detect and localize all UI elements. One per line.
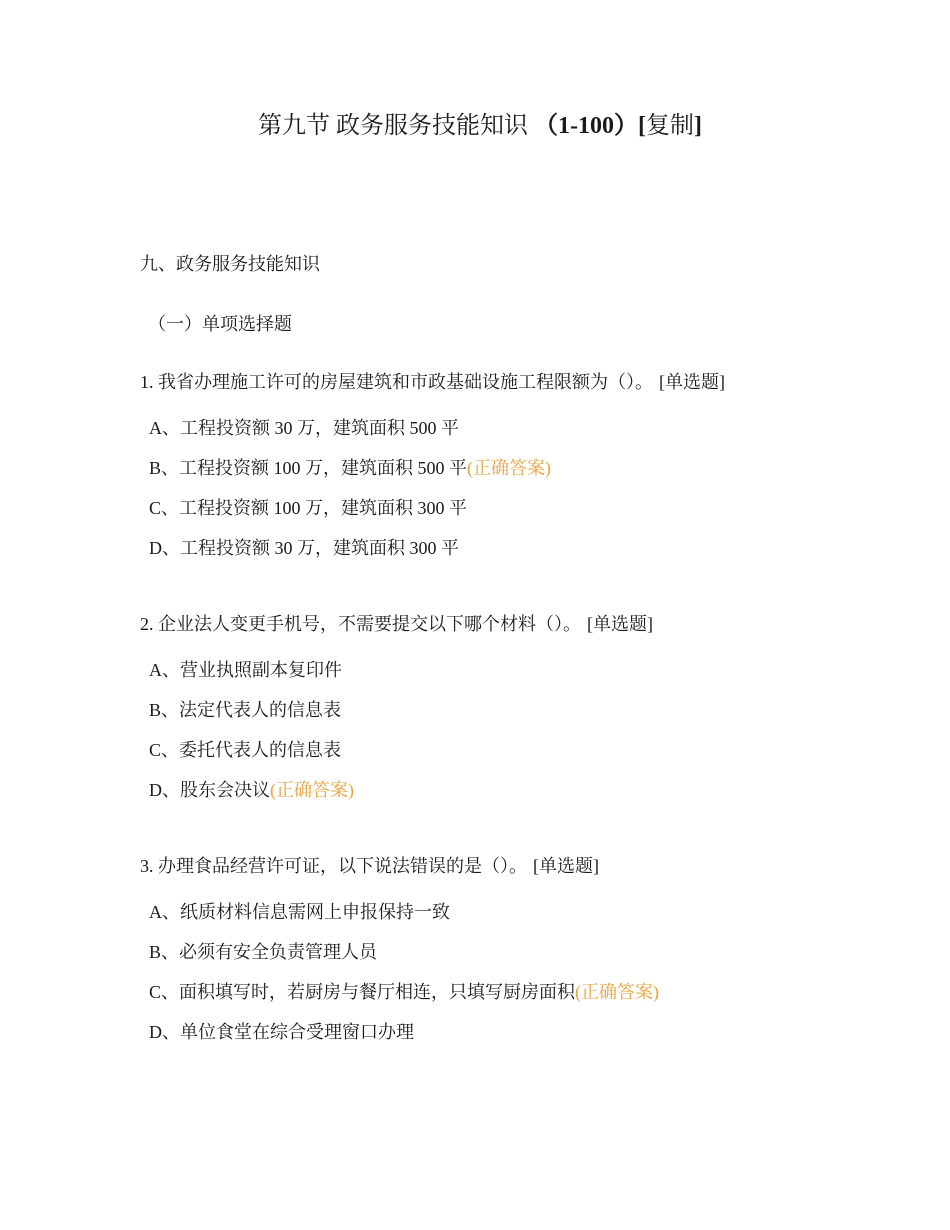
option-list: [140, 416, 920, 576]
question-text: 3. 办理食品经营许可证，以下说法错误的是（）。: [140, 856, 527, 876]
question-3: [140, 854, 920, 1060]
option-list: [140, 900, 920, 1060]
correct-answer-label: (正确答案): [270, 780, 354, 800]
option-text: C、委托代表人的信息表: [149, 740, 342, 760]
title-main: 第九节 政务服务技能知识: [258, 113, 534, 139]
option-b[interactable]: [140, 456, 920, 496]
option-text: A、工程投资额 30 万，建筑面积 500 平: [149, 418, 459, 438]
question-type: [单选题]: [587, 614, 653, 634]
option-text: D、工程投资额 30 万，建筑面积 300 平: [149, 538, 459, 558]
correct-answer-label: (正确答案): [575, 982, 660, 1002]
copy-bracket-open: [: [638, 113, 646, 139]
question-2: [140, 612, 920, 818]
option-text: B、工程投资额 100 万，建筑面积 500 平: [149, 458, 468, 478]
option-text: A、纸质材料信息需网上申报保持一致: [149, 902, 450, 922]
option-a[interactable]: [140, 658, 920, 698]
option-a[interactable]: [140, 900, 920, 940]
option-a[interactable]: [140, 416, 920, 456]
option-text: D、单位食堂在综合受理窗口办理: [149, 1022, 414, 1042]
option-text: A、营业执照副本复印件: [149, 660, 342, 680]
option-b[interactable]: [140, 698, 920, 738]
option-text: B、必须有安全负责管理人员: [149, 942, 378, 962]
section-subheading: （一）单项选择题: [148, 314, 292, 334]
question-type: [单选题]: [533, 856, 599, 876]
option-text: C、工程投资额 100 万，建筑面积 300 平: [149, 498, 468, 518]
question-type: [单选题]: [659, 372, 725, 392]
option-d[interactable]: [140, 1020, 920, 1060]
option-text: B、法定代表人的信息表: [149, 700, 342, 720]
copy-bracket-close: ]: [694, 113, 702, 139]
option-text: D、股东会决议: [149, 780, 270, 800]
section-heading: 九、政务服务技能知识: [140, 254, 320, 274]
question-stem: [140, 612, 920, 636]
question-stem: [140, 370, 920, 394]
question-1: [140, 370, 920, 576]
option-c[interactable]: [140, 496, 920, 536]
option-d[interactable]: [140, 536, 920, 576]
option-text: C、面积填写时，若厨房与餐厅相连，只填写厨房面积: [149, 982, 576, 1002]
option-c[interactable]: [140, 980, 920, 1020]
correct-answer-label: (正确答案): [467, 458, 552, 478]
option-b[interactable]: [140, 940, 920, 980]
option-list: [140, 658, 920, 818]
question-text: 2. 企业法人变更手机号，不需要提交以下哪个材料（）。: [140, 614, 581, 634]
question-stem: [140, 854, 920, 878]
copy-link[interactable]: 复制: [646, 113, 694, 139]
page-title: [0, 108, 950, 144]
question-text: 1. 我省办理施工许可的房屋建筑和市政基础设施工程限额为（）。: [140, 372, 653, 392]
option-d[interactable]: [140, 778, 920, 818]
title-copy: [638, 113, 702, 139]
title-range: （1-100）: [534, 113, 638, 139]
option-c[interactable]: [140, 738, 920, 778]
